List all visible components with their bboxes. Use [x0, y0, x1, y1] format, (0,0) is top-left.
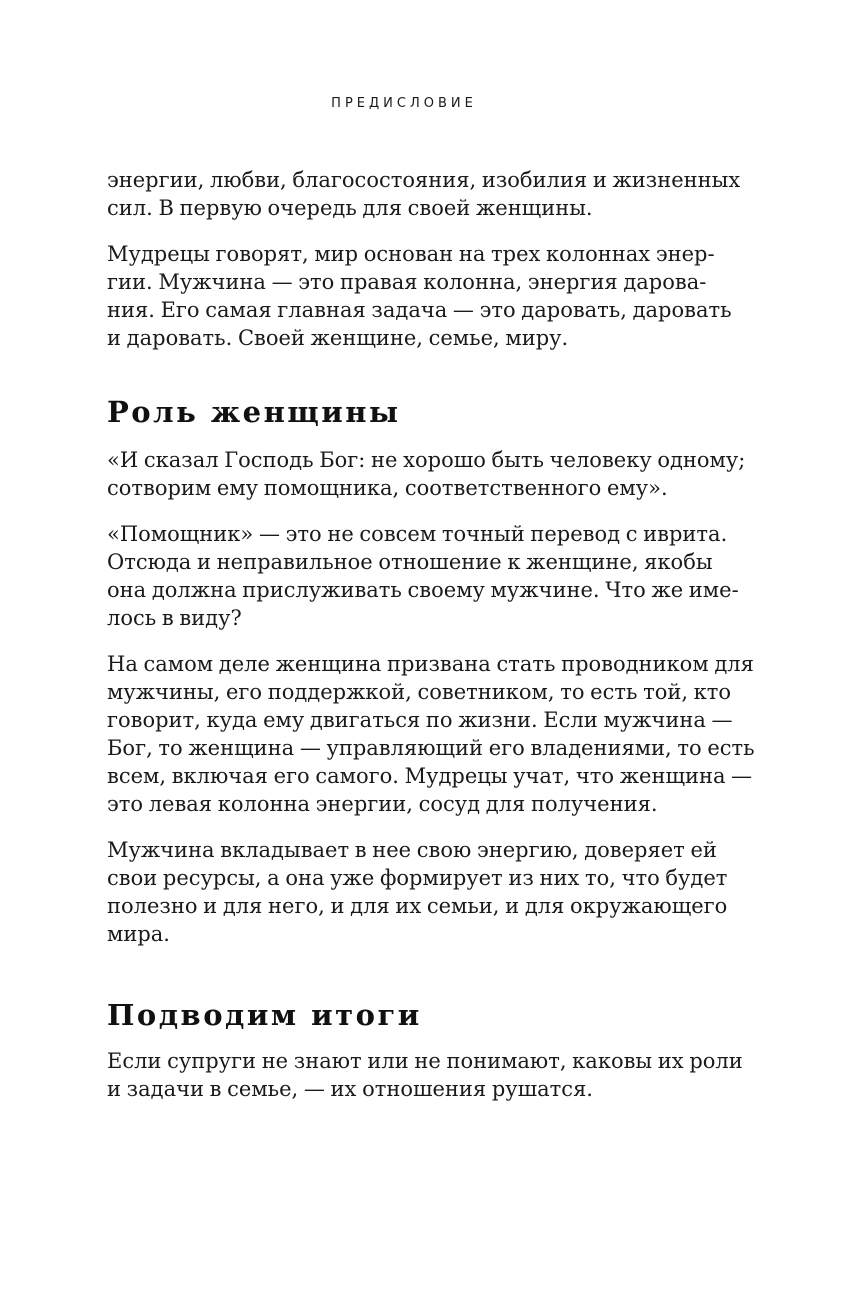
text-line: ния. Его самая главная задача — это даровать, даровать	[107, 298, 732, 322]
text-line: мира.	[107, 922, 170, 946]
summary-section	[107, 1047, 743, 1113]
text-line: Отсюда и неправильное отношение к женщине, якобы	[107, 550, 713, 574]
text-line: полезно и для него, и для их семьи, и для окружающего	[107, 894, 728, 918]
text-line: сил. В первую очередь для своей женщины.	[107, 196, 593, 220]
text-line: Бог, то женщина — управляющий его владениями, то есть	[107, 736, 755, 760]
paragraph	[107, 240, 732, 352]
paragraph	[107, 650, 755, 818]
text-line: и задачи в семье, — их отношения рушатся.	[107, 1077, 593, 1101]
text-line: «И сказал Господь Бог: не хорошо быть человеку одному;	[107, 448, 746, 472]
paragraph	[107, 1047, 743, 1103]
running-head: ПРЕДИСЛОВИЕ	[331, 96, 477, 111]
text-line: это левая колонна энергии, сосуд для получения.	[107, 792, 658, 816]
text-line: энергии, любви, благосостояния, изобилия и жизненных	[107, 168, 741, 192]
paragraph	[107, 836, 728, 948]
section-heading-summary: Подводим итоги	[107, 998, 422, 1032]
text-line: На самом деле женщина призвана стать проводником для	[107, 652, 754, 676]
role-section	[107, 446, 755, 958]
text-line: лось в виду?	[107, 606, 242, 630]
intro-section	[107, 166, 741, 362]
paragraph	[107, 520, 739, 632]
text-line: мужчины, его поддержкой, советником, то есть той, кто	[107, 680, 732, 704]
text-line: Мужчина вкладывает в нее свою энергию, доверяет ей	[107, 838, 717, 862]
text-line: она должна прислуживать своему мужчине. Что же име-	[107, 578, 739, 602]
text-line: говорит, куда ему двигаться по жизни. Если мужчина —	[107, 708, 733, 732]
text-line: «Помощник» — это не совсем точный перевод с иврита.	[107, 522, 728, 546]
text-line: Если супруги не знают или не понимают, каковы их роли	[107, 1049, 743, 1073]
section-heading-role: Роль женщины	[107, 395, 401, 429]
paragraph	[107, 166, 741, 222]
text-line: и даровать. Своей женщине, семье, миру.	[107, 326, 569, 350]
text-line: всем, включая его самого. Мудрецы учат, что женщина —	[107, 764, 753, 788]
text-line: свои ресурсы, а она уже формирует из них то, что будет	[107, 866, 728, 890]
text-line: гии. Мужчина — это правая колонна, энергия дарова-	[107, 270, 707, 294]
text-line: сотворим ему помощника, соответственного ему».	[107, 476, 668, 500]
paragraph	[107, 446, 746, 502]
text-line: Мудрецы говорят, мир основан на трех колоннах энер-	[107, 242, 715, 266]
